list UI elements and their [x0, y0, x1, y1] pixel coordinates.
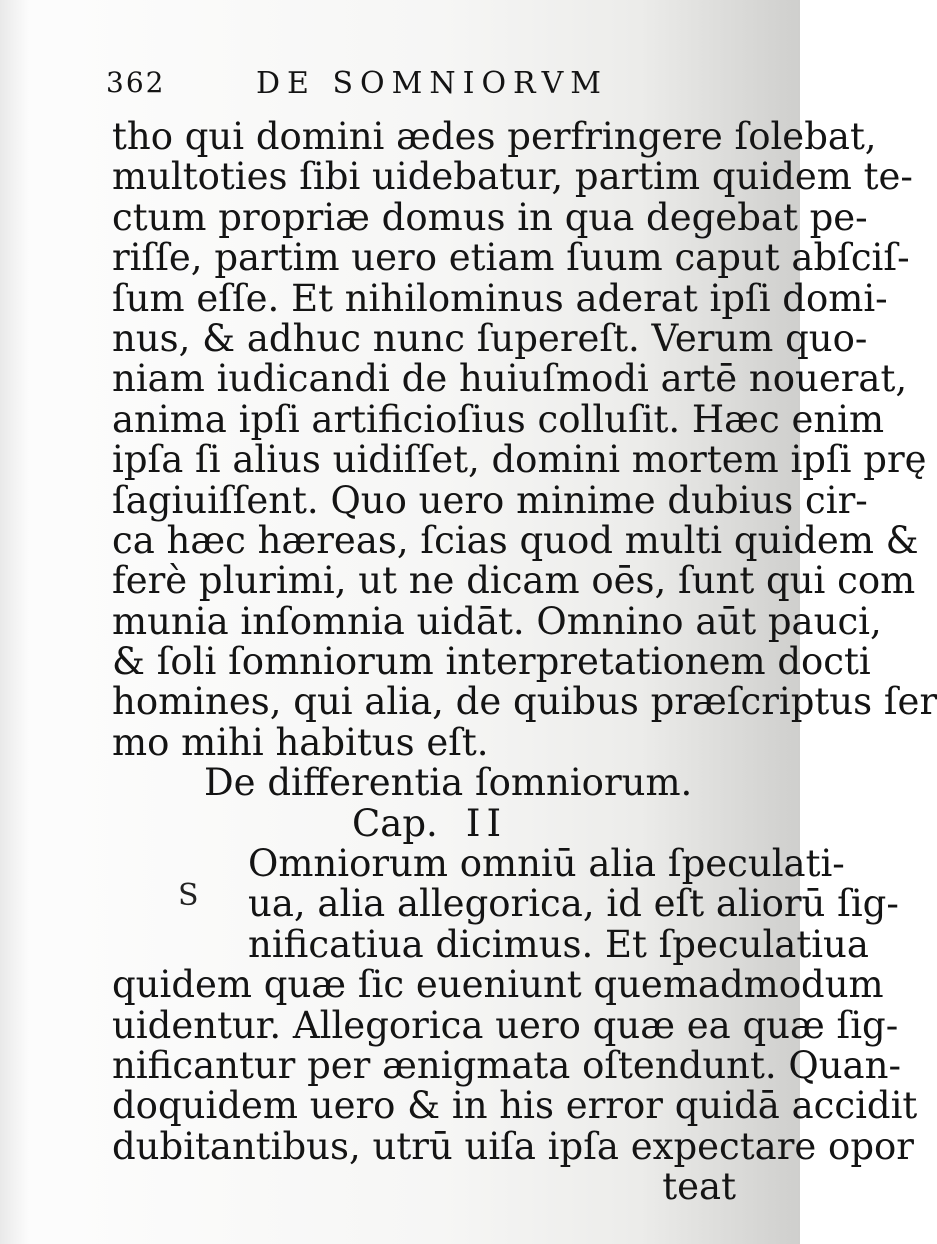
chapter-line-indented: Omniorum omniū alia ſpeculati-: [248, 842, 845, 886]
body-line: ca hæc hæreas, ſcias quod multi quidem &: [112, 518, 919, 562]
body-line: ſagiuiſſent. Quo uero minime dubius cir-: [112, 478, 868, 522]
chapter-line: nificantur per ænigmata oſtendunt. Quan-: [112, 1043, 901, 1087]
body-line: ferè plurimi, ut ne dicam oēs, ſunt qui com: [112, 559, 916, 603]
body-line: homines, qui alia, de quibus præſcriptus ſer: [112, 680, 937, 724]
body-line: ſum eſſe. Et nihilominus aderat ipſi domi-: [112, 276, 888, 320]
running-title: DE SOMNIORVM: [256, 66, 608, 101]
drop-initial: S: [178, 878, 199, 913]
catchword: teat: [662, 1165, 736, 1209]
chapter-line: quidem quæ ſic eueniunt quemadmodum: [112, 963, 884, 1007]
section-heading: De differentia ſomniorum.: [204, 761, 693, 805]
body-line: munia inſomnia uidāt. Omnino aūt pauci,: [112, 599, 882, 643]
page-number: 362: [106, 66, 166, 99]
body-line: anima ipſi artificioſius colluſit. Hæc enim: [112, 397, 885, 441]
body-line: niam iudicandi de huiuſmodi artē nouerat,: [112, 357, 908, 401]
chapter-heading: [112, 801, 742, 845]
body-line: nus, & adhuc nunc ſupereſt. Verum quo-: [112, 316, 868, 360]
body-line: ctum propriæ domus in qua degebat pe-: [112, 195, 868, 239]
body-line: & ſoli ſomniorum interpretationem docti: [112, 640, 871, 684]
body-line: riſſe, partim uero etiam ſuum caput abſciſ-: [112, 236, 910, 280]
body-line: ipſa ſi alius uidiſſet, domini mortem ipſi prę: [112, 438, 927, 482]
chapter-line: doquidem uero & in his error quidā accidit: [112, 1084, 918, 1128]
chapter-line-indented: ua, alia allegorica, id eſt aliorū ſig-: [248, 882, 899, 926]
body-line: multoties ſibi uidebatur, partim quidem te-: [112, 155, 913, 199]
chapter-line: dubitantibus, utrū uiſa ipſa expectare opor: [112, 1124, 914, 1168]
chapter-number: II: [465, 801, 508, 845]
text-block: [112, 115, 937, 1209]
body-line-last: mo mihi habitus eſt.: [112, 720, 489, 764]
gutter-shadow: [0, 0, 30, 1244]
chapter-line-indented: nificatiua dicimus. Et ſpeculatiua: [248, 922, 869, 966]
body-line: tho qui domini ædes perfringere ſolebat,: [112, 115, 877, 158]
running-head: [100, 66, 740, 106]
chapter-line: uidentur. Allegorica uero quæ ea quæ ſig-: [112, 1003, 899, 1047]
chapter-label: Cap.: [352, 801, 438, 845]
